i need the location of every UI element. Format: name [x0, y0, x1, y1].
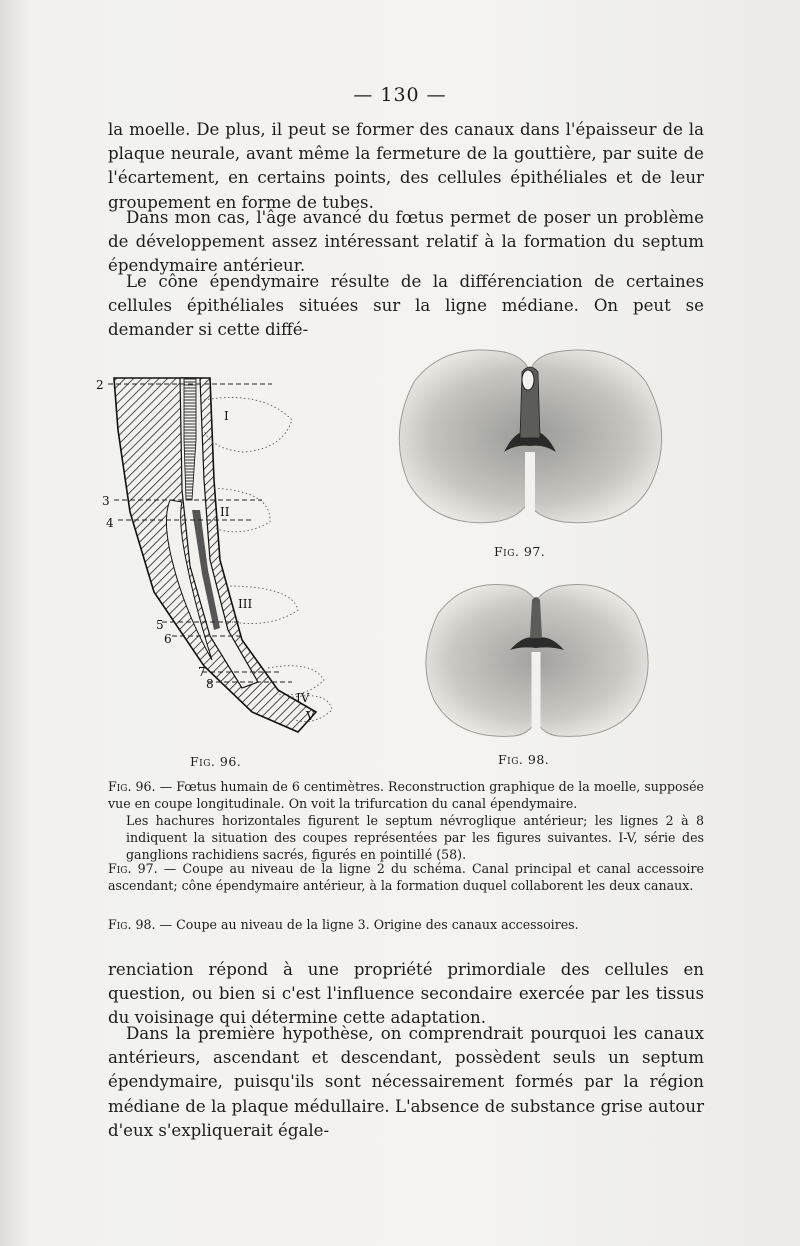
- fig96-ganglion-1: I: [224, 409, 229, 423]
- cord-body: [114, 378, 316, 732]
- caption-fig-98-lead: Fig. 98.: [108, 917, 156, 932]
- caption-fig-96-lead: Fig. 96.: [108, 779, 156, 794]
- fig96-line-4: 4: [106, 516, 114, 530]
- paragraph-1: la moelle. De plus, il peut se former des canaux dans l'épaisseur de la plaque neurale, avant même la fermeture de la gouttière, par suite de l'écartement, en certains points, des cellules épithéliales et de leur groupement en forme de tubes.: [108, 120, 704, 212]
- figure-96-label: Fig. 96.: [190, 754, 242, 769]
- figure-97-drawing: [384, 332, 680, 542]
- figure-98-label: Fig. 98.: [498, 752, 550, 767]
- figure-96: [92, 360, 342, 750]
- fig96-line-5: 5: [156, 618, 164, 632]
- paragraph-3: Le cône épendymaire résulte de la différenciation de certaines cellules épithéliales situées sur la ligne médiane. On peut se demander si cette diffé-: [108, 272, 704, 340]
- fig96-ganglion-3: III: [238, 597, 253, 611]
- page-number: — 130 —: [353, 84, 447, 106]
- figure-98: [414, 570, 660, 748]
- caption-fig-98: [108, 916, 704, 933]
- caption-fig-97-lead: Fig. 97.: [108, 861, 158, 876]
- caption-fig-96-text: — Fœtus humain de 6 centimètres. Reconstruction graphique de la moelle, supposée vue en coupe longitudinale. On voit la trifurcation du canal épendymaire.: [108, 779, 704, 811]
- caption-fig-96-cont: Les hachures horizontales figurent le septum névroglique antérieur; les lignes 2 à 8 indiquent la situation des coupes représentées par les figures suivantes. I-V, série des ganglions rachidiens sacrés, figurés en pointillé (58).: [126, 813, 704, 862]
- fig96-line-6: 6: [164, 632, 172, 646]
- figure-97: [384, 332, 680, 542]
- paragraph-4: renciation répond à une propriété primordiale des cellules en question, ou bien si c'est l'influence secondaire exercée par les tissus du voisinage qui détermine cette adaptation.: [108, 960, 704, 1028]
- figure-96-drawing: [92, 360, 342, 750]
- fig96-line-3: 3: [102, 494, 110, 508]
- caption-fig-98-text: — Coupe au niveau de la ligne 3. Origine des canaux accessoires.: [155, 917, 579, 932]
- fig97-accessory-canal: [522, 370, 534, 390]
- caption-fig-97: [108, 860, 704, 894]
- fig96-line-8: 8: [206, 677, 214, 691]
- fig96-ganglion-4: IV: [296, 691, 310, 705]
- paragraph-2: Dans mon cas, l'âge avancé du fœtus permet de poser un problème de développement assez intéressant relatif à la formation du septum épendymaire antérieur.: [108, 208, 704, 276]
- fig96-ganglion-2: II: [220, 505, 230, 519]
- fig96-line-7: 7: [198, 665, 206, 679]
- fig96-line-2: 2: [96, 378, 104, 392]
- figure-97-label: Fig. 97.: [494, 544, 546, 559]
- fig96-ganglion-5: V: [306, 709, 315, 723]
- figure-98-drawing: [414, 570, 660, 748]
- paragraph-5: Dans la première hypothèse, on comprendrait pourquoi les canaux antérieurs, ascendant et descendant, possèdent seuls un septum épendymaire, puisqu'ils sont nécessairement formés par la région médiane de la plaque médullaire. L'absence de substance grise autour d'eux s'expliquerait égale-: [108, 1024, 704, 1140]
- caption-fig-97-text: — Coupe au niveau de la ligne 2 du schéma. Canal principal et canal accessoire ascendant; cône épendymaire antérieur, à la formation duquel collaborent les deux canaux.: [108, 861, 704, 893]
- caption-fig-96: [108, 778, 704, 863]
